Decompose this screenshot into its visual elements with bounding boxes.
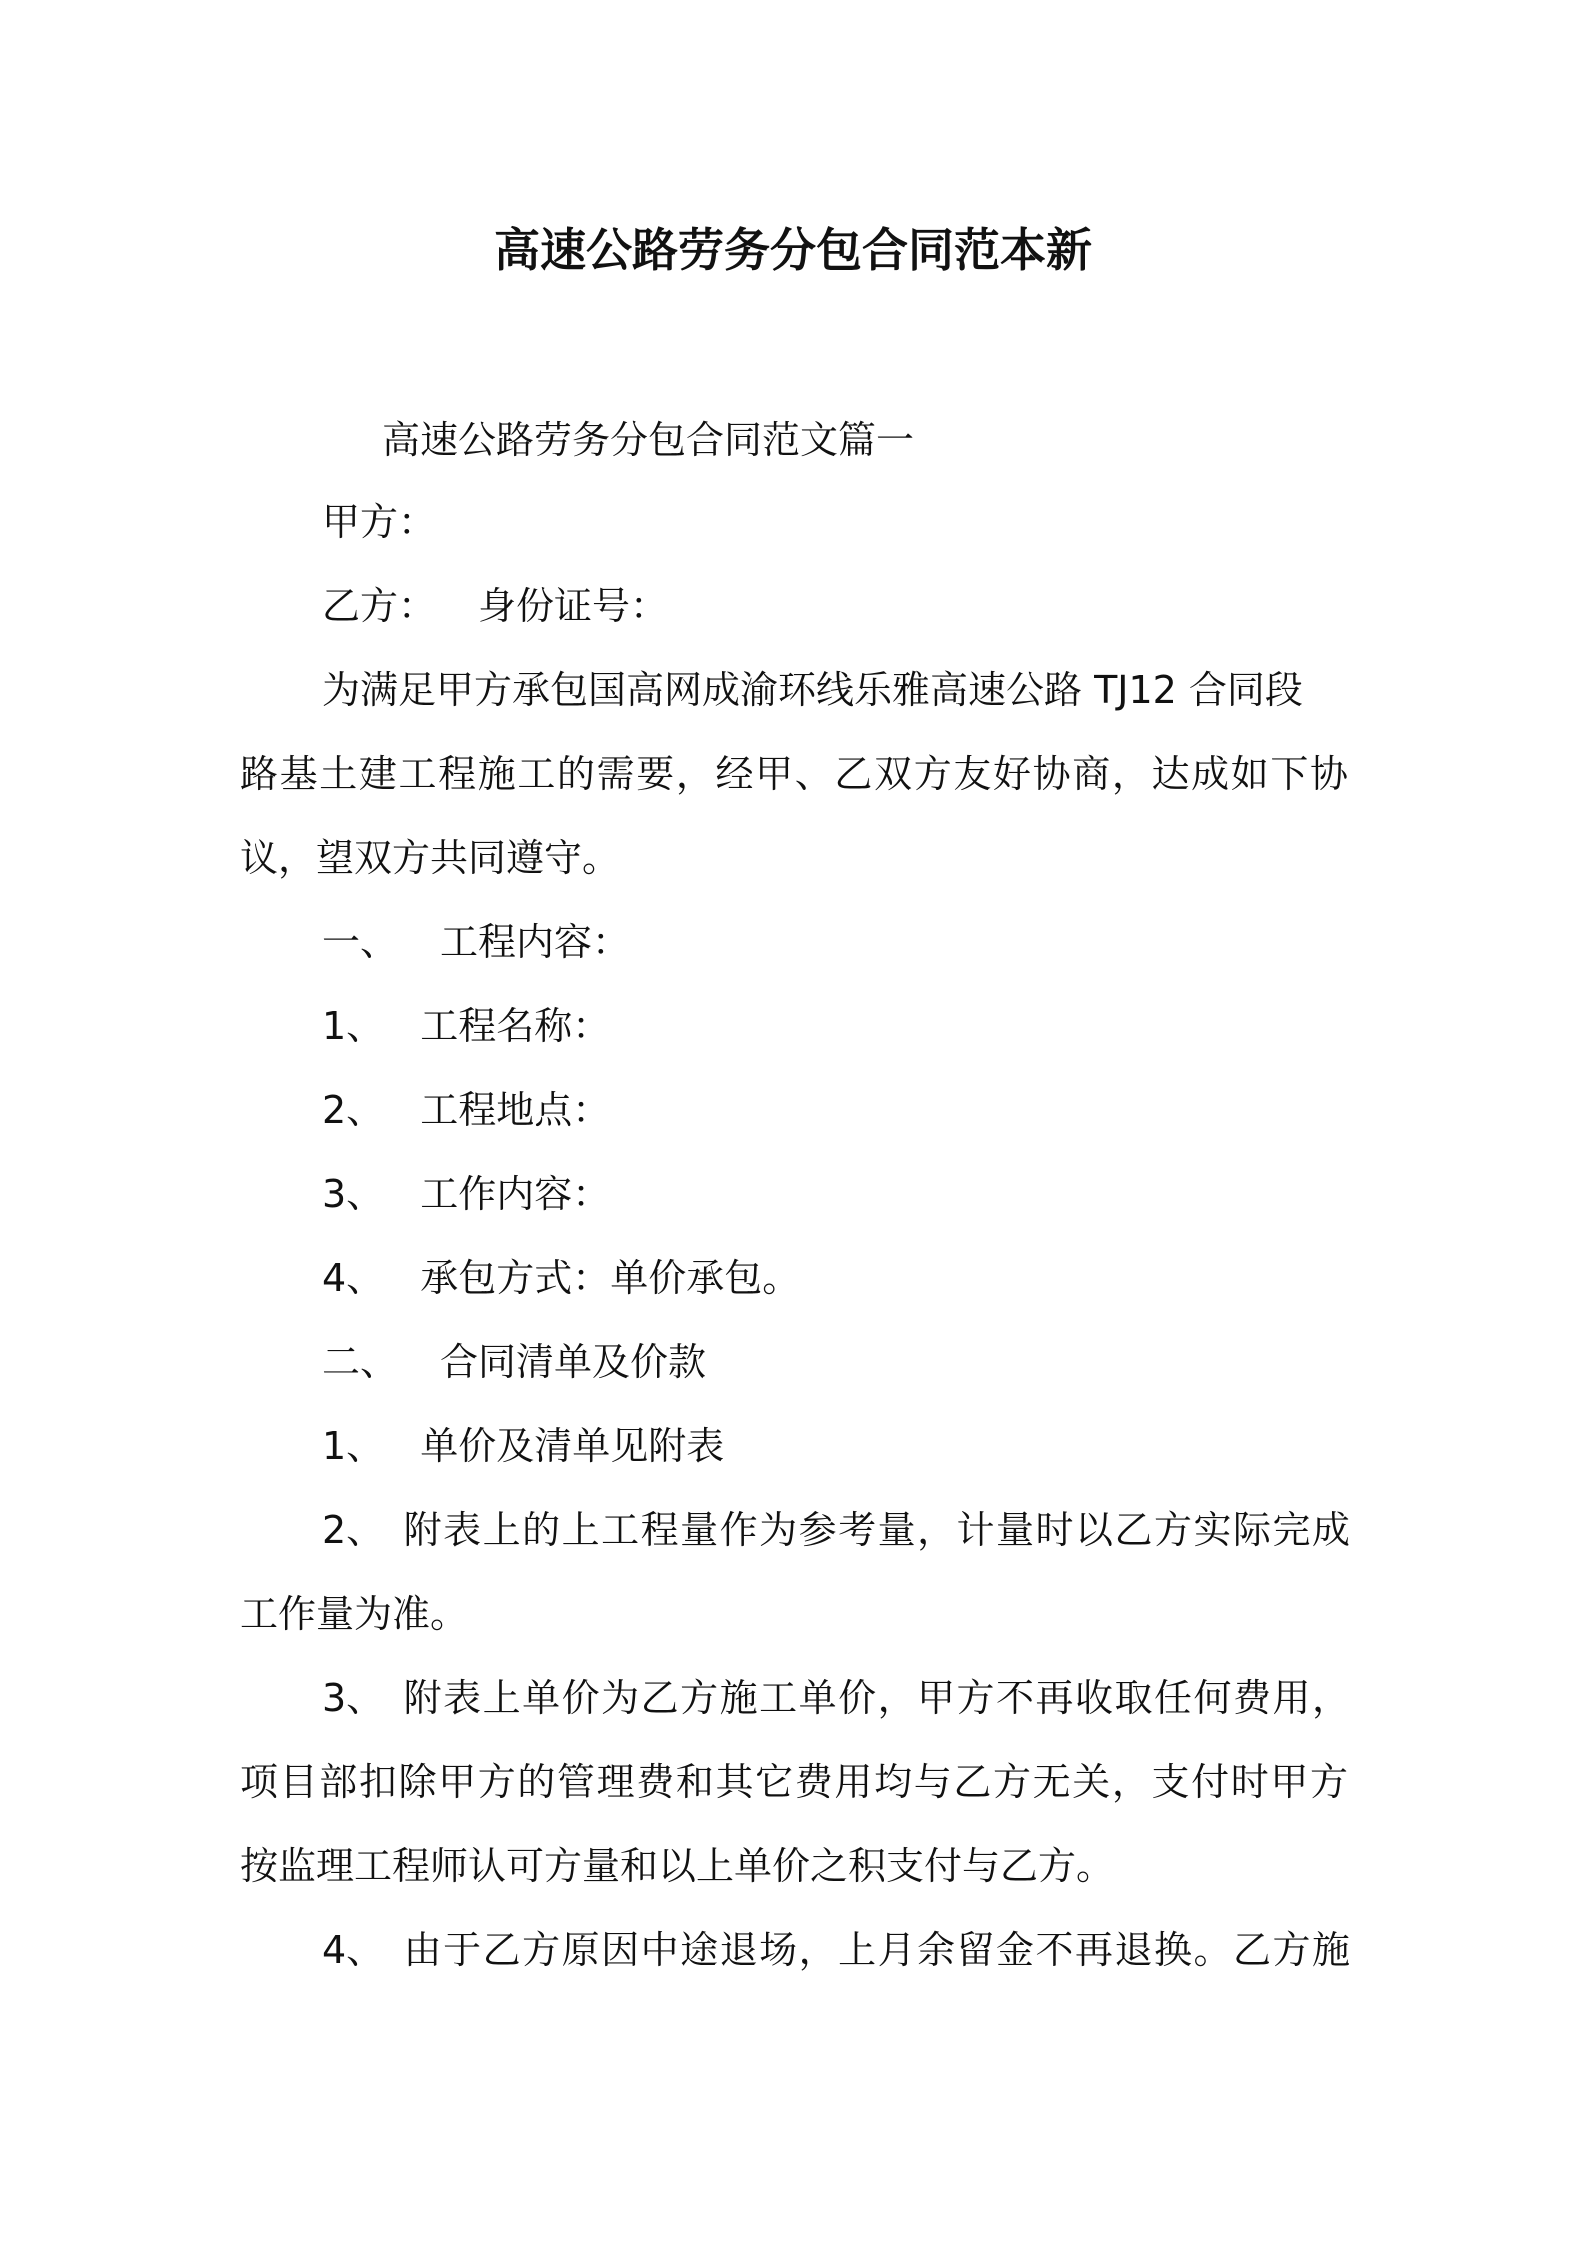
item-number: 2、 (322, 1508, 385, 1552)
item-number: 4、 (322, 1256, 385, 1300)
party-b-label: 乙方： (322, 584, 437, 628)
intro-line-2: 路基土建工程施工的需要，经甲、乙双方友好协商，达成如下协 (240, 752, 1348, 796)
list-item (322, 1920, 1350, 1980)
section-1-title: 工程内容： (440, 920, 631, 964)
section-1-marker: 一、 (322, 920, 399, 964)
item-number: 4、 (322, 1928, 385, 1972)
section-2-heading (322, 1332, 1430, 1392)
document-subtitle: 高速公路劳务分包合同范文篇一 (382, 418, 915, 462)
item-text: 工程名称： (420, 1004, 611, 1048)
item-text: 附表上的上工程量作为参考量，计量时以乙方实际完成 (402, 1508, 1350, 1552)
item-number: 3、 (322, 1172, 385, 1216)
intro-line-1: 为满足甲方承包国高网成渝环线乐雅高速公路 TJ12 合同段 (322, 668, 1303, 712)
section-2-title: 合同清单及价款 (440, 1340, 707, 1384)
list-item (322, 1248, 1430, 1308)
list-item (322, 1164, 1430, 1224)
item-number: 3、 (322, 1676, 385, 1720)
list-item (322, 1416, 1430, 1476)
list-item (322, 996, 1430, 1056)
intro-line-3: 议，望双方共同遵守。 (240, 836, 621, 880)
section-2-marker: 二、 (322, 1340, 399, 1384)
item-number: 2、 (322, 1088, 385, 1132)
item-text: 工程地点： (420, 1088, 611, 1132)
document-title: 高速公路劳务分包合同范本新 (494, 223, 1092, 277)
item-number: 1、 (322, 1004, 385, 1048)
item-continuation: 工作量为准。 (240, 1592, 469, 1636)
item-continuation: 按监理工程师认可方量和以上单价之积支付与乙方。 (240, 1844, 1115, 1888)
item-text: 承包方式：单价承包。 (420, 1256, 801, 1300)
item-text: 工作内容： (420, 1172, 611, 1216)
list-item (322, 1668, 1350, 1728)
party-b-line (322, 576, 1430, 636)
item-text: 附表上单价为乙方施工单价，甲方不再收取任何费用， (402, 1676, 1350, 1720)
list-item (322, 1080, 1430, 1140)
item-continuation: 项目部扣除甲方的管理费和其它费用均与乙方无关，支付时甲方 (240, 1760, 1348, 1804)
party-a-line (322, 492, 1430, 552)
section-1-heading (322, 912, 1430, 972)
party-a-label: 甲方： (322, 500, 437, 544)
item-text: 由于乙方原因中途退场，上月余留金不再退换。乙方施 (402, 1928, 1350, 1972)
item-number: 1、 (322, 1424, 385, 1468)
item-text: 单价及清单见附表 (420, 1424, 725, 1468)
id-number-label: 身份证号： (478, 584, 669, 628)
list-item (322, 1500, 1350, 1560)
